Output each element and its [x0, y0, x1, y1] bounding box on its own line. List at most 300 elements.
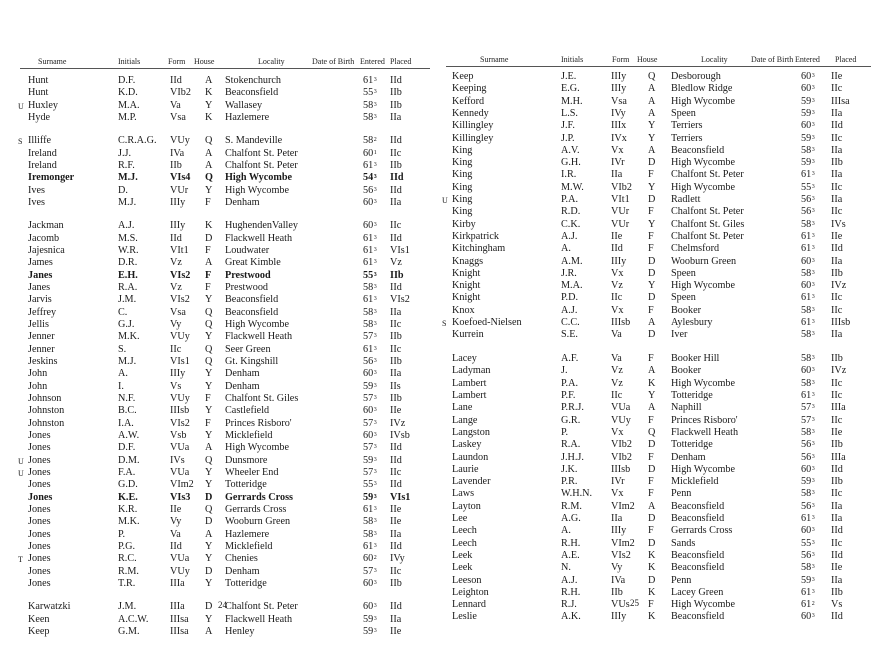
cell-form: IIIy	[611, 611, 627, 623]
cell-initials: A.V.	[561, 144, 580, 156]
cell-surname: Keeping	[452, 83, 487, 95]
cell-initials: J.J.	[118, 147, 132, 159]
cell-initials: A.C.W.	[118, 613, 149, 625]
cell-entered: $60^3$	[363, 601, 377, 613]
cell-entered: $59^3$	[363, 613, 377, 625]
cell-locality: High Wycombe	[671, 463, 735, 475]
page-number: 24	[218, 600, 227, 610]
entered-term: 3	[811, 515, 815, 521]
cell-initials: C.K.	[561, 218, 581, 230]
cell-initials: M.P.	[118, 111, 137, 123]
header-surname: Surname	[480, 55, 509, 64]
entered-term: 3	[373, 493, 377, 500]
cell-house: Q	[205, 172, 213, 184]
cell-surname: Lambert	[452, 377, 487, 389]
cell-entered: $61^3$	[801, 230, 815, 242]
cell-surname: Lacey	[452, 353, 477, 365]
cell-initials: B.C.	[118, 405, 137, 417]
header-house: House	[637, 55, 658, 64]
cell-surname: Jenner	[28, 343, 55, 355]
cell-entered: $61^3$	[363, 540, 377, 552]
table-row	[438, 133, 876, 145]
cell-entered: $60^3$	[801, 83, 815, 95]
cell-initials: G.D.	[118, 479, 138, 491]
cell-placed: IIe	[390, 405, 402, 417]
table-row	[438, 71, 876, 83]
cell-entered: $59^3$	[363, 454, 377, 466]
entered-term: 3	[811, 269, 815, 276]
cell-placed: IIc	[390, 220, 402, 232]
cell-entered: $57^3$	[363, 331, 377, 343]
cell-house: Q	[205, 503, 213, 515]
cell-placed: IIc	[390, 343, 402, 355]
cell-surname: Jones	[28, 479, 51, 491]
entered-term: 3	[811, 73, 815, 79]
cell-form: VUy	[170, 331, 190, 343]
cell-locality: Stokenchurch	[225, 75, 282, 86]
cell-locality: Beaconsfield	[671, 562, 725, 574]
cell-locality: Micklefield	[225, 429, 273, 441]
entered-term: 3	[811, 232, 815, 239]
cell-entered: $60^3$	[801, 611, 815, 623]
entered-term: 3	[373, 345, 377, 352]
cell-entered: $61^3$	[363, 75, 377, 86]
cell-form: Vy	[170, 318, 182, 330]
cell-placed: IIIa	[831, 451, 846, 463]
entered-term: 3	[811, 97, 815, 104]
table-row	[438, 292, 876, 304]
cell-house: Y	[648, 218, 656, 230]
cell-surname: Janes	[28, 281, 51, 293]
cell-entered: $61^3$	[363, 232, 377, 244]
cell-house: A	[205, 147, 213, 159]
entered-term: 3	[811, 502, 815, 509]
cell-form: IVr	[611, 157, 625, 169]
cell-house: Q	[205, 355, 213, 367]
entered-term: 2	[811, 601, 815, 608]
cell-entered: $58^3$	[363, 318, 377, 330]
cell-entered: $60^3$	[801, 255, 815, 267]
cell-surname: Knox	[452, 304, 475, 316]
cell-entered: $61^3$	[801, 586, 815, 598]
entered-term: 3	[811, 576, 815, 583]
cell-locality: Totteridge	[671, 439, 713, 451]
cell-form: VIs2	[611, 549, 631, 561]
cell-surname: Hyde	[28, 111, 51, 123]
cell-locality: Speen	[671, 107, 696, 119]
cell-entered: $58^3$	[363, 111, 377, 123]
table-row	[0, 368, 438, 380]
cell-house: Y	[205, 405, 213, 417]
cell-form: IVr	[611, 476, 625, 488]
table-row	[0, 245, 438, 257]
cell-form: Vx	[611, 267, 624, 279]
cell-initials: G.M.	[118, 625, 140, 637]
table-row	[0, 566, 438, 578]
cell-form: IIIsb	[611, 317, 631, 328]
header-locality: Locality	[701, 55, 728, 64]
cell-initials: J.K.	[561, 463, 578, 475]
cell-initials: R.A.	[561, 439, 581, 451]
cell-placed: IIb	[831, 157, 843, 169]
cell-locality: HughendenValley	[225, 220, 298, 232]
cell-initials: N.F.	[118, 392, 136, 404]
cell-entered: $60^1$	[363, 147, 377, 159]
cell-locality: Chalfont St. Giles	[671, 218, 745, 230]
entered-term: 3	[373, 444, 377, 451]
entered-term: 3	[811, 355, 815, 362]
cell-house: D	[205, 601, 213, 613]
cell-entered: $59^3$	[363, 625, 377, 637]
cell-entered: $60^3$	[363, 429, 377, 441]
table-row	[0, 172, 438, 184]
header-entered: Entered	[360, 57, 385, 66]
cell-surname: Karwatzki	[28, 601, 71, 613]
entered-term: 3	[811, 183, 815, 190]
entered-term: 3	[811, 146, 815, 153]
table-row	[0, 418, 438, 430]
cell-house: D	[648, 463, 656, 475]
cell-house: F	[205, 392, 211, 404]
cell-surname: Iremonger	[28, 172, 75, 184]
cell-form: IVa	[170, 147, 185, 159]
cell-locality: Terriers	[671, 120, 703, 132]
table-row	[0, 75, 438, 87]
cell-surname: Leech	[452, 537, 477, 549]
student-mark: T	[18, 555, 23, 565]
cell-entered: $56^3$	[801, 194, 815, 205]
entered-term: 3	[373, 419, 377, 426]
entered-term: 3	[811, 392, 815, 398]
cell-surname: Leek	[452, 549, 473, 561]
cell-form: VIs3	[170, 491, 191, 503]
cell-locality: High Wycombe	[671, 95, 735, 107]
cell-initials: D.F.	[118, 442, 136, 454]
table-row	[0, 282, 438, 294]
cell-surname: Jones	[28, 528, 51, 540]
cell-house: Q	[648, 71, 656, 82]
cell-house: D	[648, 292, 656, 304]
cell-initials: C.C.	[561, 317, 580, 328]
entered-term: 3	[373, 234, 377, 241]
cell-locality: Gerrards Cross	[225, 503, 287, 515]
cell-surname: Jones	[28, 577, 51, 589]
cell-initials: A.W.	[118, 429, 140, 441]
cell-house: D	[648, 157, 656, 169]
entered-term: 3	[811, 220, 815, 227]
cell-surname: James	[28, 257, 53, 269]
cell-locality: Radlett	[671, 194, 701, 205]
table-row	[0, 492, 438, 504]
cell-entered: $60^3$	[363, 405, 377, 417]
cell-house: Q	[205, 454, 213, 466]
cell-house: F	[648, 243, 654, 255]
cell-placed: IIa	[831, 255, 843, 267]
header-placed: Placed	[835, 55, 857, 64]
cell-house: Y	[205, 540, 213, 552]
cell-entered: $56^3$	[801, 549, 815, 561]
cell-placed: VIs1	[390, 491, 411, 503]
cell-surname: Huxley	[28, 99, 58, 111]
cell-surname: Illiffe	[28, 135, 52, 147]
cell-form: Vz	[611, 365, 623, 377]
cell-entered: $59^3$	[801, 157, 815, 169]
entered-term: 3	[373, 567, 377, 574]
entered-term: 3	[811, 527, 815, 534]
cell-surname: Laundon	[452, 451, 489, 463]
cell-placed: IId	[390, 454, 402, 466]
cell-house: F	[648, 476, 654, 488]
cell-initials: C.R.A.G.	[118, 135, 157, 147]
cell-initials: A.F.	[561, 353, 579, 365]
cell-house: D	[205, 565, 213, 577]
entered-term: 3	[373, 174, 377, 181]
cell-house: D	[648, 267, 656, 279]
cell-locality: S. Mandeville	[225, 135, 283, 147]
cell-placed: IId	[390, 75, 402, 86]
cell-house: D	[648, 513, 656, 524]
table-row	[438, 439, 876, 451]
table-row	[438, 550, 876, 562]
entered-term: 3	[811, 196, 815, 202]
cell-placed: IIa	[390, 111, 402, 123]
cell-entered: $59^3$	[801, 107, 815, 119]
cell-locality: Loudwater	[225, 244, 270, 256]
entered-term: 3	[373, 271, 377, 278]
cell-form: Vx	[611, 304, 624, 316]
entered-term: 3	[373, 320, 377, 327]
cell-form: IId	[611, 243, 623, 255]
table-row	[438, 83, 876, 95]
table-row	[0, 220, 438, 232]
cell-surname: King	[452, 194, 473, 205]
cell-surname: Keen	[28, 613, 50, 625]
cell-locality: Naphill	[671, 402, 702, 414]
entered-term: 3	[373, 615, 377, 622]
cell-entered: $59^3$	[801, 132, 815, 144]
cell-form: IVy	[611, 107, 626, 119]
cell-initials: M.J.	[118, 172, 138, 184]
cell-entered: $58^3$	[363, 306, 377, 318]
cell-surname: Keep	[28, 625, 50, 637]
table-row	[438, 206, 876, 218]
cell-entered: $60^3$	[801, 71, 815, 82]
cell-initials: M.S.	[118, 232, 138, 244]
cell-locality: High Wycombe	[671, 280, 735, 292]
cell-surname: John	[28, 368, 48, 380]
cell-house: F	[648, 304, 654, 316]
cell-form: Vsb	[170, 429, 187, 441]
cell-initials: G.R.	[561, 414, 581, 426]
cell-form: IIIa	[170, 601, 185, 613]
cell-placed: IIb	[390, 269, 404, 281]
cell-initials: M.J.	[118, 355, 137, 367]
cell-house: Q	[205, 306, 213, 318]
cell-initials: D.F.	[118, 75, 136, 86]
cell-form: VIb2	[611, 439, 632, 451]
cell-initials: A.J.	[561, 574, 578, 586]
cell-form: Vs	[170, 380, 182, 392]
cell-locality: Chalfont St. Peter	[671, 169, 744, 181]
student-mark: S	[442, 319, 447, 328]
table-row	[438, 599, 876, 611]
table-row	[0, 479, 438, 491]
entered-term: 1	[373, 149, 377, 156]
entered-term: 3	[811, 367, 815, 374]
cell-form: VIs4	[170, 172, 191, 184]
cell-entered: $61^3$	[363, 294, 377, 306]
table-row	[0, 578, 438, 590]
cell-form: VIs2	[170, 269, 191, 281]
cell-initials: P.F.	[561, 390, 576, 401]
cell-house: A	[648, 317, 656, 328]
cell-locality: Wooburn Green	[671, 255, 737, 267]
table-row	[0, 553, 438, 565]
header-locality: Locality	[258, 57, 285, 66]
cell-locality: Denham	[671, 451, 706, 463]
cell-house: A	[205, 625, 213, 637]
entered-term: 3	[811, 404, 815, 411]
cell-entered: $59^3$	[363, 380, 377, 392]
cell-placed: IIe	[390, 503, 402, 515]
cell-surname: Layton	[452, 500, 481, 512]
cell-initials: J.H.J.	[561, 451, 584, 463]
table-row	[438, 231, 876, 243]
cell-initials: A.E.	[561, 549, 580, 561]
entered-term: 3	[811, 245, 815, 252]
cell-surname: King	[452, 169, 473, 181]
cell-placed: IIa	[831, 500, 843, 512]
table-row	[0, 331, 438, 343]
cell-locality: Wooburn Green	[225, 516, 291, 528]
header-placed: Placed	[390, 57, 412, 66]
table-row	[438, 501, 876, 513]
cell-house: A	[205, 442, 213, 454]
cell-surname: Jajesnica	[28, 244, 65, 256]
cell-placed: IIb	[831, 476, 843, 488]
cell-surname: Jones	[28, 540, 51, 552]
cell-entered: $58^2$	[363, 135, 377, 147]
table-row	[438, 402, 876, 414]
cell-house: A	[205, 75, 213, 86]
cell-locality: Beaconsfield	[671, 144, 725, 156]
cell-house: K	[648, 549, 656, 561]
entered-term: 3	[373, 101, 377, 108]
student-mark: S	[18, 137, 23, 147]
cell-house: K	[648, 611, 656, 623]
cell-form: IIe	[170, 503, 182, 515]
cell-placed: IVy	[390, 553, 405, 565]
cell-locality: Gerrards Cross	[671, 525, 733, 537]
cell-entered: $58^3$	[801, 329, 815, 341]
cell-form: IId	[170, 540, 182, 552]
cell-surname: Leek	[452, 562, 473, 574]
cell-initials: P.R.	[561, 476, 578, 488]
entered-term: 3	[373, 357, 377, 364]
table-row	[0, 185, 438, 197]
cell-locality: Hazlemere	[225, 528, 270, 540]
cell-placed: IIa	[831, 574, 843, 586]
cell-locality: Wheeler End	[225, 466, 279, 478]
cell-house: A	[648, 95, 656, 107]
table-row	[0, 160, 438, 172]
cell-entered: $57^3$	[363, 466, 377, 478]
cell-surname: Johnston	[28, 405, 65, 417]
cell-house: Y	[648, 390, 656, 401]
cell-locality: Chalfont St. Peter	[671, 206, 744, 218]
cell-entered: $58^3$	[801, 426, 815, 438]
cell-form: IIe	[611, 230, 623, 242]
cell-initials: J.M.	[118, 294, 137, 306]
cell-initials: A.	[561, 243, 571, 255]
entered-term: 3	[373, 456, 377, 463]
cell-form: Vsa	[170, 111, 186, 123]
entered-term: 3	[373, 603, 377, 610]
cell-placed: IIb	[390, 87, 402, 99]
cell-initials: G.H.	[561, 157, 581, 169]
cell-entered: $56^3$	[363, 184, 377, 196]
cell-house: D	[648, 194, 656, 205]
cell-house: F	[648, 599, 654, 611]
cell-initials: E.G.	[561, 83, 580, 95]
cell-surname: Kirkpatrick	[452, 230, 499, 242]
cell-placed: IIc	[831, 304, 843, 316]
cell-placed: IId	[390, 135, 402, 147]
entered-term: 3	[373, 333, 377, 340]
cell-placed: IIb	[390, 392, 402, 404]
cell-form: VUa	[611, 402, 631, 414]
entered-term: 3	[373, 518, 377, 525]
entered-term: 3	[373, 431, 377, 438]
cell-form: IIIy	[170, 368, 186, 380]
cell-house: Y	[205, 331, 213, 343]
table-row	[438, 219, 876, 231]
cell-surname: Jeffrey	[28, 306, 57, 318]
cell-placed: IId	[390, 184, 402, 196]
cell-house: Q	[205, 318, 213, 330]
entered-term: 3	[373, 259, 377, 266]
cell-initials: R.D.	[561, 206, 581, 218]
entered-term: 3	[373, 283, 377, 290]
cell-initials: T.R.	[118, 577, 136, 589]
table-row	[0, 197, 438, 209]
cell-entered: $61^3$	[363, 257, 377, 269]
cell-surname: Lavender	[452, 476, 491, 488]
table-row	[438, 488, 876, 500]
cell-locality: Wallasey	[225, 99, 263, 111]
cell-placed: IIc	[831, 488, 843, 500]
cell-locality: Bledlow Ridge	[671, 83, 733, 95]
cell-form: IIc	[611, 292, 623, 304]
cell-surname: Lambert	[452, 390, 487, 401]
cell-house: F	[648, 488, 654, 500]
cell-initials: D.	[118, 184, 128, 196]
page-number: 25	[630, 598, 639, 608]
cell-initials: C.	[118, 306, 128, 318]
cell-initials: J.E.	[561, 71, 577, 82]
table-row	[0, 467, 438, 479]
cell-initials: P.	[118, 528, 126, 540]
cell-locality: Gt. Kingshill	[225, 355, 279, 367]
cell-house: A	[648, 500, 656, 512]
entered-term: 3	[811, 208, 815, 215]
cell-surname: Kirby	[452, 218, 476, 230]
cell-locality: Henley	[225, 625, 255, 637]
cell-placed: IId	[390, 601, 402, 613]
cell-placed: IVsb	[390, 429, 410, 441]
cell-placed: Vs	[831, 599, 843, 611]
cell-entered: $61^3$	[801, 390, 815, 401]
